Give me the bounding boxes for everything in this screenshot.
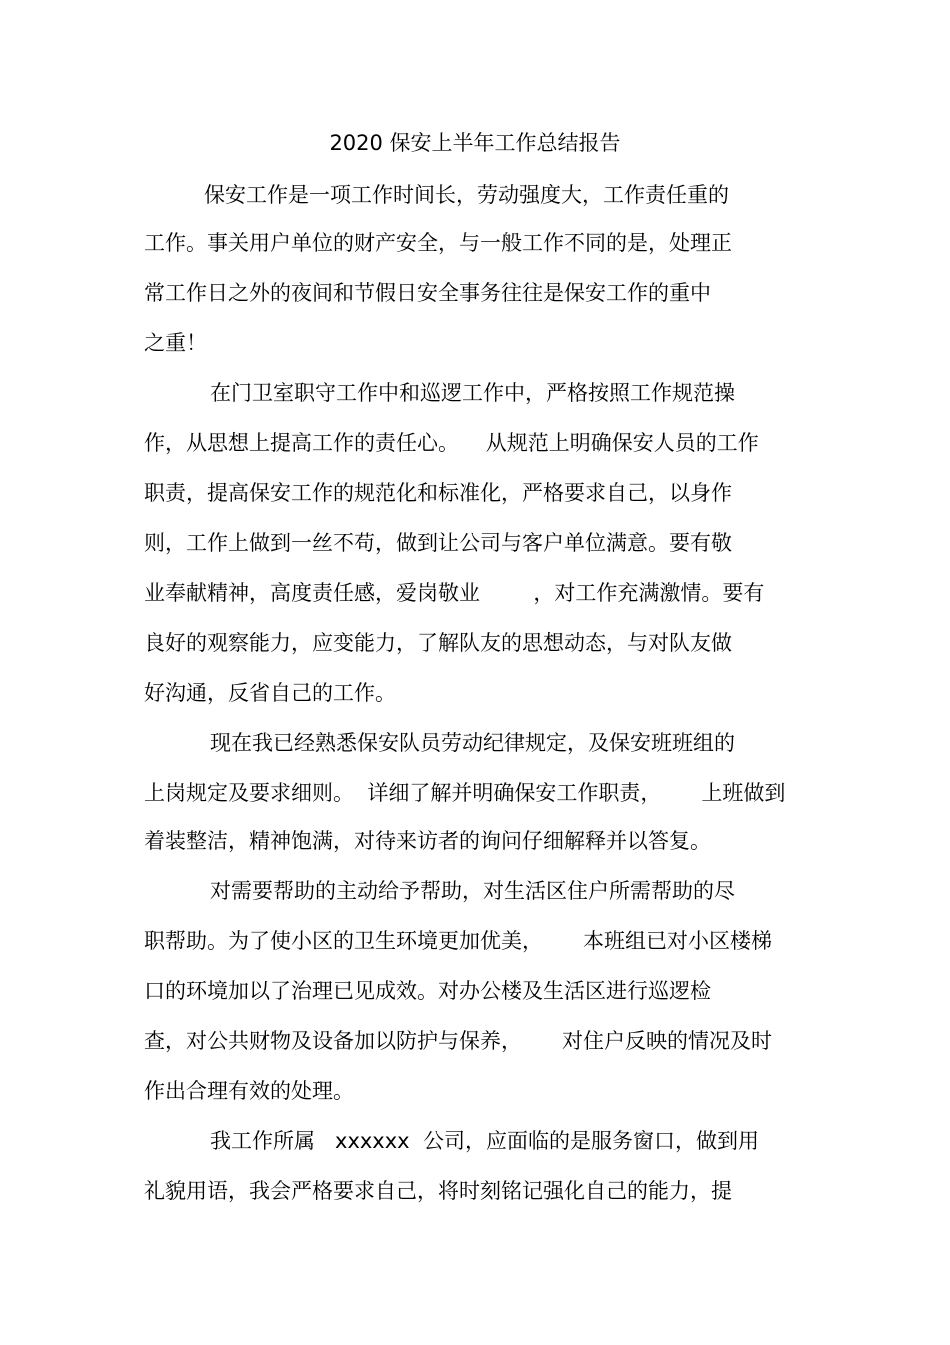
- paragraph-3-line-1: 现在我已经熟悉保安队员劳动纪律规定，及保安班班组的: [210, 731, 735, 755]
- paragraph-2-line-3: 职责，提高保安工作的规范化和标准化，严格要求自己，以身作: [144, 481, 732, 505]
- paragraph-3-line-3: 着装整洁，精神饱满，对待来访者的询问仔细解释并以答复。: [144, 829, 711, 853]
- paragraph-5-line-1: 我工作所属 xxxxxx 公司，应面临的是服务窗口，做到用: [210, 1129, 759, 1153]
- paragraph-1-line-1: 保安工作是一项工作时间长，劳动强度大，工作责任重的: [204, 183, 729, 207]
- paragraph-4-line-2: 职帮助。为了使小区的卫生环境更加优美， 本班组已对小区楼梯: [144, 929, 773, 953]
- paragraph-4-line-1: 对需要帮助的主动给予帮助，对生活区住户所需帮助的尽: [210, 879, 735, 903]
- paragraph-2-line-5: 业奉献精神，高度责任感，爱岗敬业 ，对工作充满激情。要有: [144, 581, 765, 605]
- paragraph-2-line-6: 良好的观察能力，应变能力，了解队友的思想动态，与对队友做: [144, 631, 732, 655]
- paragraph-1-line-3: 常工作日之外的夜间和节假日安全事务往往是保安工作的重中: [144, 281, 711, 305]
- paragraph-4-line-3: 口的环境加以了治理已见成效。对办公楼及生活区进行巡逻检: [144, 979, 711, 1003]
- paragraph-4-line-5: 作出合理有效的处理。: [144, 1079, 354, 1103]
- paragraph-3-line-2: 上岗规定及要求细则。 详细了解并明确保安工作职责， 上班做到: [144, 781, 786, 805]
- paragraph-1-line-2: 工作。事关用户单位的财产安全，与一般工作不同的是，处理正: [144, 231, 732, 255]
- paragraph-2-line-1: 在门卫室职守工作中和巡逻工作中，严格按照工作规范操: [210, 381, 735, 405]
- paragraph-2-line-7: 好沟通，反省自己的工作。: [144, 681, 396, 705]
- paragraph-5-line-2: 礼貌用语，我会严格要求自己，将时刻铭记强化自己的能力，提: [144, 1179, 732, 1203]
- paragraph-2-line-4: 则，工作上做到一丝不苟，做到让公司与客户单位满意。要有敬: [144, 531, 732, 555]
- paragraph-2-line-2: 作，从思想上提高工作的责任心。 从规范上明确保安人员的工作: [144, 431, 759, 455]
- document-title: 2020 保安上半年工作总结报告: [329, 131, 621, 155]
- paragraph-4-line-4: 查，对公共财物及设备加以防护与保养， 对住户反映的情况及时: [144, 1029, 773, 1053]
- paragraph-1-line-4: 之重！: [144, 331, 207, 355]
